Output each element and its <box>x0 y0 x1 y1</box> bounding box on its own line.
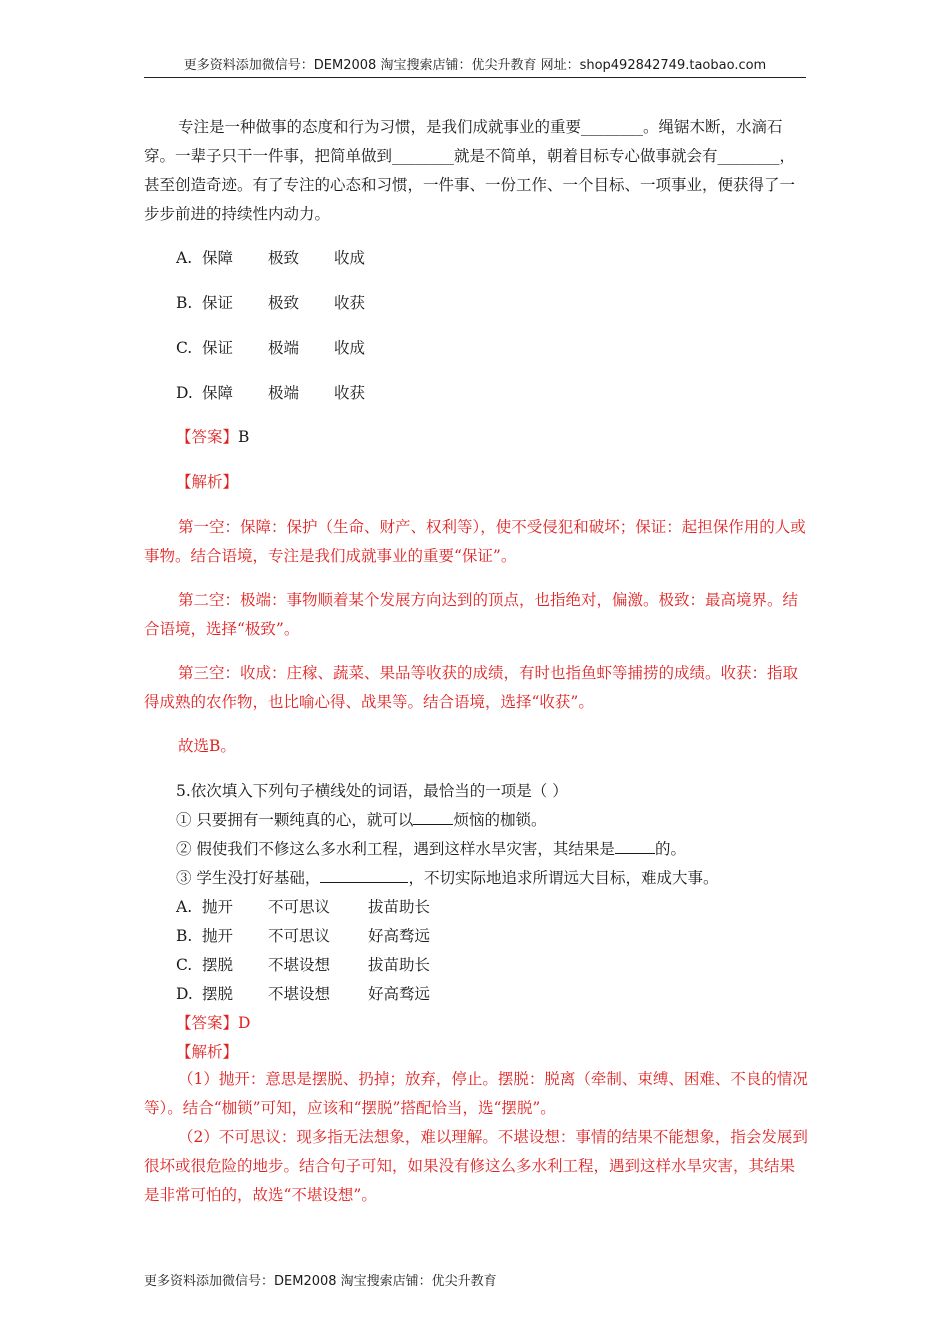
q5-blank-3 <box>320 868 408 883</box>
q5-sentence-3: ③ 学生没打好基础， ，不切实际地追求所谓远大目标，难成大事。 <box>176 869 719 887</box>
q4-answer: 【答案】B <box>176 428 250 446</box>
q4-exp-3: 第三空：收成：庄稼、蔬菜、果品等收获的成绩，有时也指鱼虾等捕捞的成绩。收获：指取得成熟的农作物，也比喻心得、战果等。结合语境，选择“收获”。 <box>144 664 799 711</box>
q5-exp-2: （2）不可思议：现多指无法想象，难以理解。不堪设想：事情的结果不能想象，指会发展到很坏或很危险的地步。结合句子可知，如果没有修这么多水利工程，遇到这样水旱灾害，其结果是非常可怕的，故选“不堪设想”。 <box>144 1128 808 1204</box>
q5-option-c: C. 摆脱 不堪设想 拔苗助长 <box>176 956 431 974</box>
q5-analysis-label: 【解析】 <box>176 1043 239 1061</box>
q5-exp-1: （1）抛开：意思是摆脱、扔掉；放弃，停止。摆脱：脱离（牵制、束缚、困难、不良的情况等）。结合“枷锁”可知，应该和“摆脱”搭配恰当，选“摆脱”。 <box>144 1070 808 1117</box>
q5-option-b: B. 抛开 不可思议 好高骛远 <box>176 927 431 945</box>
q4-option-b: B. 保证 极致 收获 <box>176 294 366 312</box>
q5-blank-2 <box>615 839 655 854</box>
q4-exp-4: 故选B。 <box>178 737 236 755</box>
q4-option-d: D. 保障 极端 收获 <box>176 384 366 402</box>
page-header: 更多资料添加微信号：DEM2008 淘宝搜索店铺：优尖升教育 网址：shop492842749.taobao.com <box>144 56 806 78</box>
q5-option-d: D. 摆脱 不堪设想 好高骛远 <box>176 985 431 1003</box>
q4-analysis-label: 【解析】 <box>176 473 239 491</box>
q5-stem: 5.依次填入下列句子横线处的词语，最恰当的一项是（ ） <box>176 782 568 800</box>
q4-exp-2: 第二空：极端：事物顺着某个发展方向达到的顶点，也指绝对，偏激。极致：最高境界。结合语境，选择“极致”。 <box>144 591 799 638</box>
q4-option-c: C. 保证 极端 收成 <box>176 339 366 357</box>
q5-option-a: A. 抛开 不可思议 拔苗助长 <box>176 898 431 916</box>
q4-option-a: A. 保障 极致 收成 <box>176 249 366 267</box>
q5-sentence-2: ② 假使我们不修这么多水利工程，遇到这样水旱灾害，其结果是 的。 <box>176 840 686 858</box>
q5-answer: 【答案】D <box>176 1014 251 1032</box>
q4-exp-1: 第一空：保障：保护（生命、财产、权利等），使不受侵犯和破坏；保证：起担保作用的人或事物。结合语境，专注是我们成就事业的重要“保证”。 <box>144 518 806 565</box>
q5-blank-1 <box>413 810 453 825</box>
page-footer: 更多资料添加微信号：DEM2008 淘宝搜索店铺：优尖升教育 <box>144 1274 497 1289</box>
q5-sentence-1: ① 只要拥有一颗纯真的心，就可以 烦恼的枷锁。 <box>176 811 547 829</box>
q4-passage: 专注是一种做事的态度和行为习惯，是我们成就事业的重要________。绳锯木断，水滴石穿。一辈子只干一件事，把简单做到________就是不简单，朝着目标专心做事就会有________，甚至创造奇迹。有了专注的心态和习惯，一件事、一份工作、一个目标、一项事业，便获得了一步步前进的持续性内动力。 <box>144 118 796 223</box>
